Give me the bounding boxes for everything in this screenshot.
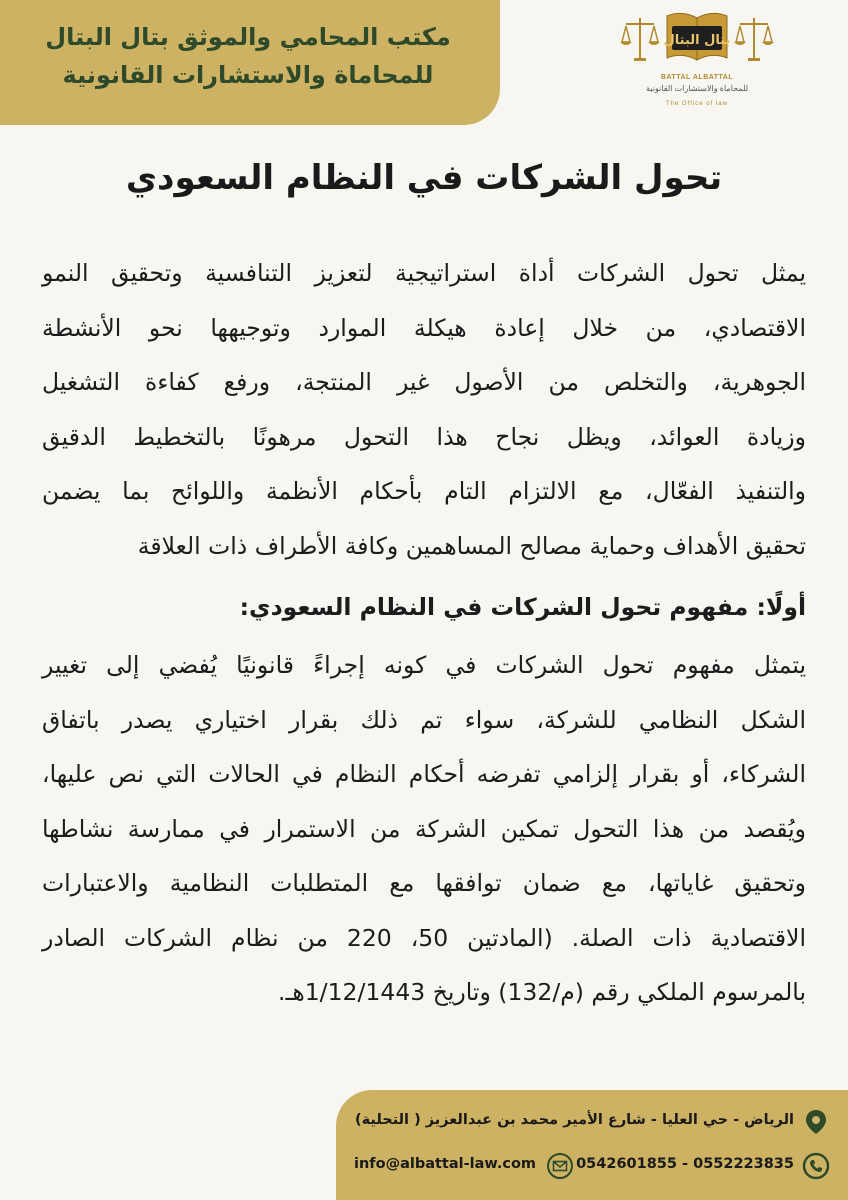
paragraph-line: الاقتصادي، من خلال إعادة هيكلة الموارد وتوجيهها نحو الأنشطة [42,313,806,342]
paragraph-line: بالمرسوم الملكي رقم (م/132) وتاريخ 1/12/1443هـ. [277,978,806,1006]
email-icon [546,1152,574,1180]
paragraph-line: الجوهرية، والتخلص من الأصول غير المنتجة، ورفع كفاءة التشغيل [42,368,806,396]
office-logo [612,8,782,128]
document-title: تحول الشركات في النظام السعودي [125,158,723,198]
paragraph-line: الشكل النظامي للشركة، سواء تم ذلك بقرار اختياري يصدر باتفاق [42,705,806,734]
logo-tagline-ar: للمحاماة والاستشارات القانونية [645,84,749,93]
section-heading: أولًا: مفهوم تحول الشركات في النظام السعودي: [239,593,806,621]
paragraph-line: والتنفيذ الفعّال، مع الالتزام التام بأحكام الأنظمة واللوائح بما يضمن [42,477,806,505]
email-address[interactable]: info@albattal-law.com [354,1156,537,1172]
office-address: الرياض - حي العليا - شارع الأمير محمد بن عبدالعزيز ( التحلية) [354,1112,794,1128]
paragraph-line: الشركاء، أو بقرار إلزامي تفرضه أحكام النظام في الحالات التي نص عليها، [42,760,806,788]
concept-paragraph [42,638,806,1020]
paragraph-line: ويُقصد من هذا التحول تمكين الشركة من الاستمرار في ممارسة نشاطها [42,814,806,843]
paragraph-line: يمثل تحول الشركات أداة استراتيجية لتعزيز التنافسية وتحقيق النمو [42,259,806,287]
logo-tagline-en: The Office of law [666,101,728,107]
paragraph-line: الاقتصادية ذات الصلة. (المادتين 50، 220 من نظام الشركات الصادر [42,923,806,952]
svg-text:بتال البتال: بتال البتال [663,33,731,48]
location-pin-icon [802,1108,830,1136]
intro-paragraph [42,246,806,573]
paragraph-line: تحقيق الأهداف وحماية مصالح المساهمين وكافة الأطراف ذات العلاقة [137,531,806,560]
office-name [18,18,478,94]
paragraph-line: وزيادة العوائد، ويظل نجاح هذا التحول مرهونًا بالتخطيط الدقيق [42,422,806,451]
logo-name-en: BATTAL ALBATTAL [660,74,734,81]
office-name-line1: مكتب المحامي والموثق بتال البتال [45,23,451,51]
paragraph-line: وتحقيق غاياتها، مع ضمان توافقها مع المتطلبات النظامية والاعتبارات [42,869,806,897]
paragraph-line: يتمثل مفهوم تحول الشركات في كونه إجراءً قانونيًا يُفضي إلى تغيير [42,651,806,679]
office-name-line2: للمحاماة والاستشارات القانونية [62,61,434,89]
phone-icon [802,1152,830,1180]
scales-and-book-logo-icon [612,8,782,74]
footer-band [336,1090,848,1200]
phone-numbers[interactable]: 0542601855 - 0552223835 [576,1156,794,1172]
